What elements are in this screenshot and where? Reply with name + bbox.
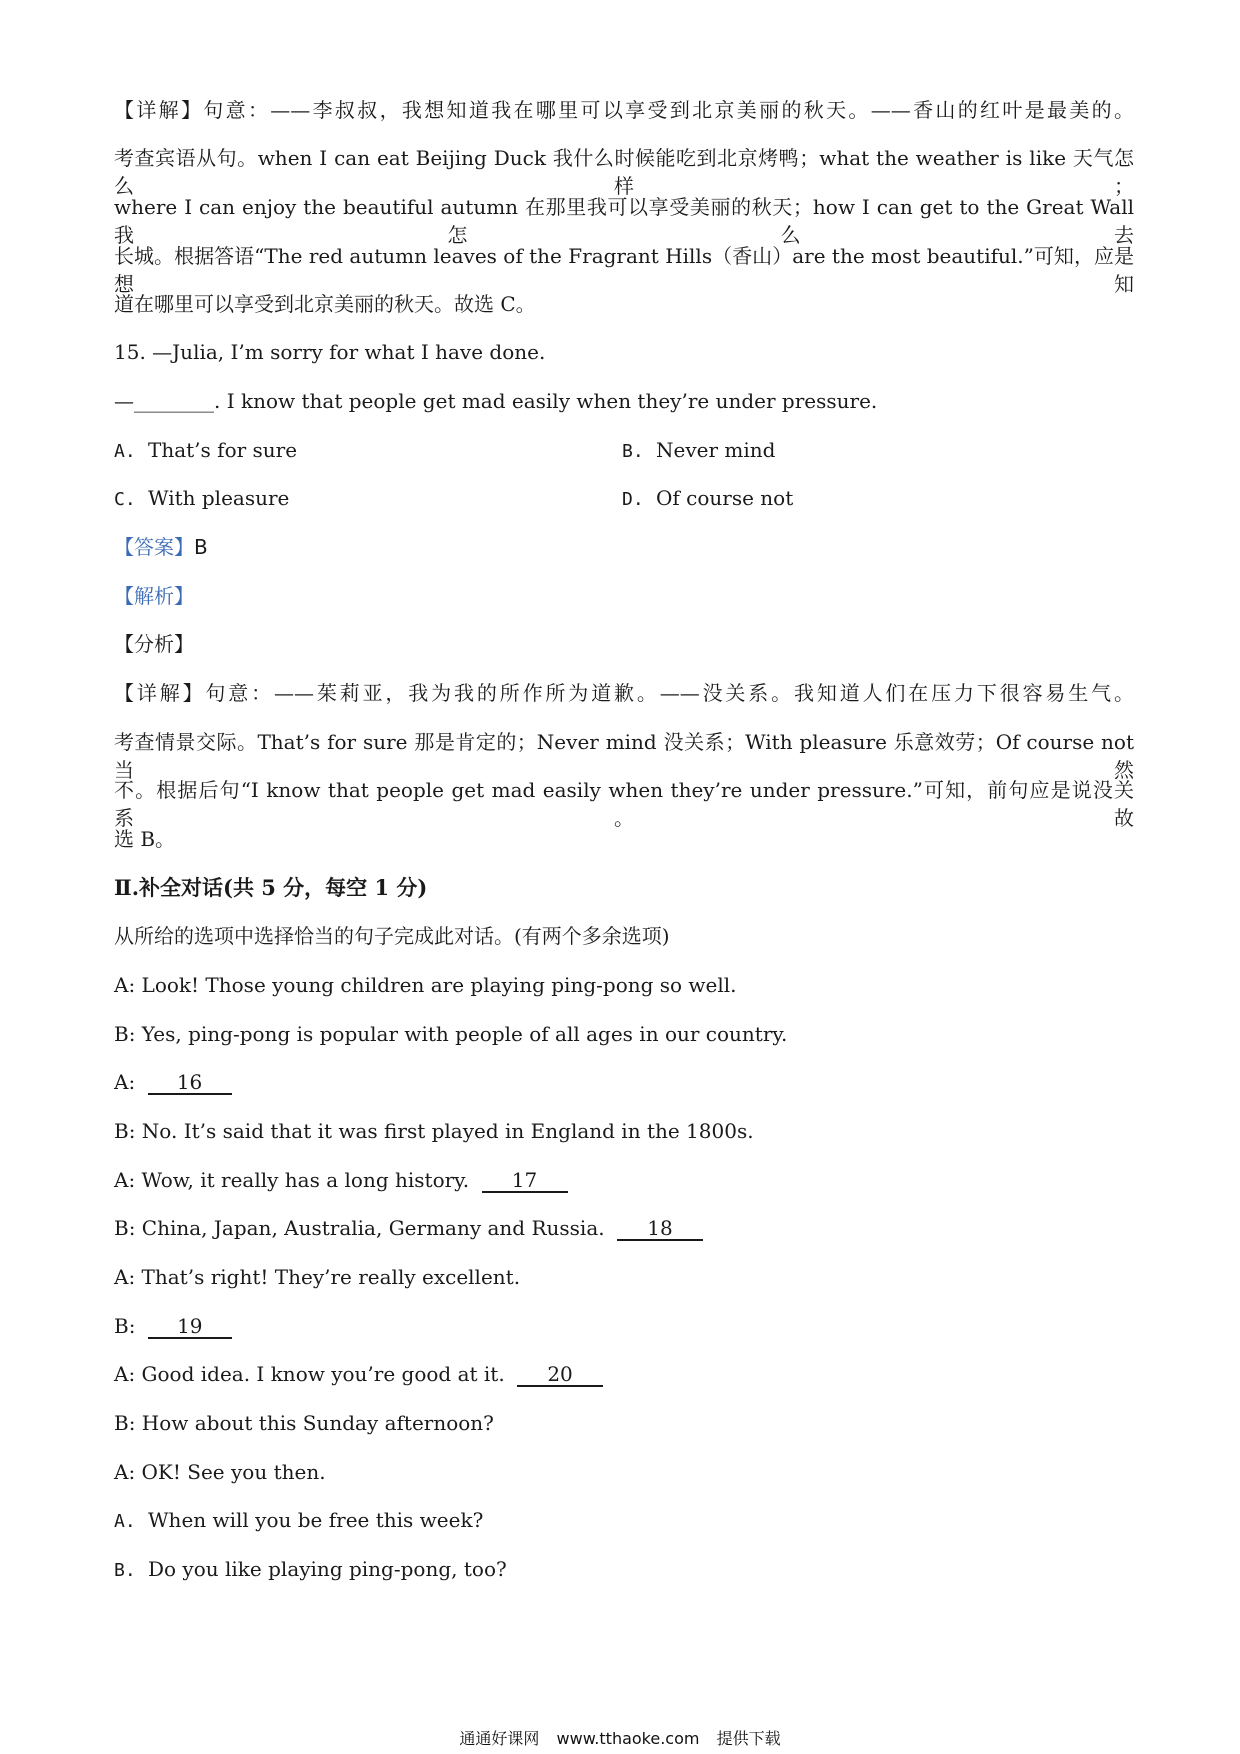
answer-label: 【答案】 (114, 535, 194, 559)
dialogue-line (114, 1312, 232, 1340)
q14-detail-line: 长城。根据答语“The red autumn leaves of the Fragrant Hills（香山）are the most beautiful.”可知，应是想知 (114, 244, 1134, 296)
option-text: That’s for sure (148, 438, 298, 462)
q15-detail-line: 不。根据后句“I know that people get mad easily when they’re under pressure.”可知，前句应是说没关系。故 (114, 778, 1134, 830)
q15-jiexi-label: 【解析】 (114, 584, 194, 608)
footer-site-name: 通通好课网 (459, 1729, 540, 1748)
q15-fenxi-label: 【分析】 (114, 632, 194, 656)
reply-blank: ________ (134, 389, 214, 413)
answer-value: B (194, 535, 208, 559)
option-key: C. (114, 489, 136, 510)
choice-text: Do you like playing ping-pong, too? (148, 1557, 507, 1581)
option-text: Of course not (656, 486, 794, 510)
q14-detail-line: 考查宾语从句。when I can eat Beijing Duck 我什么时候能吃到北京烤鸭；what the weather is like 天气怎么样； (114, 146, 1134, 198)
footer-tail: 提供下载 (716, 1729, 781, 1748)
dialogue-line (114, 1117, 754, 1145)
answer-blank-17[interactable]: 17 (482, 1169, 568, 1193)
dialogue-line (114, 1263, 520, 1291)
dialogue-line (114, 1214, 703, 1242)
page-footer (0, 1726, 1240, 1749)
answer-blank-19[interactable]: 19 (148, 1315, 232, 1339)
q15-reply (114, 387, 877, 415)
q14-detail-line: 道在哪里可以享受到北京美丽的秋天。故选 C。 (114, 292, 536, 316)
q15-option-a (114, 436, 297, 466)
q15-detail-line: 选 B。 (114, 827, 176, 851)
dialogue-line (114, 1020, 787, 1048)
q15-option-d (622, 484, 793, 514)
dialogue-text: B: China, Japan, Australia, Germany and Russia. (114, 1216, 611, 1240)
q15-option-b (622, 436, 775, 466)
choice-key: A. (114, 1511, 136, 1532)
q15-answer (114, 533, 208, 561)
dialogue-text: B: (114, 1314, 142, 1338)
option-text: With pleasure (148, 486, 290, 510)
q14-detail-line: 【详解】句意：——李叔叔，我想知道我在哪里可以享受到北京美丽的秋天。——香山的红叶是最美的。 (114, 98, 1134, 122)
section-instruction: 从所给的选项中选择恰当的句子完成此对话。(有两个多余选项) (114, 924, 670, 948)
dialogue-text: A: Look! Those young children are playing ping-pong so well. (114, 973, 737, 997)
answer-blank-18[interactable]: 18 (617, 1217, 703, 1241)
option-key: D. (622, 489, 644, 510)
section-heading: Ⅱ.补全对话(共 5 分，每空 1 分) (114, 875, 428, 900)
dialogue-line (114, 1409, 494, 1437)
dialogue-line (114, 1458, 326, 1486)
dialogue-text: B: How about this Sunday afternoon? (114, 1411, 494, 1435)
dialogue-text: B: Yes, ping-pong is popular with people of all ages in our country. (114, 1022, 788, 1046)
choice-b (114, 1555, 507, 1585)
answer-blank-20[interactable]: 20 (517, 1363, 603, 1387)
dialogue-line (114, 1068, 232, 1096)
dialogue-line (114, 1166, 568, 1194)
dialogue-text: A: Wow, it really has a long history. (114, 1168, 476, 1192)
dialogue-text: B: No. It’s said that it was first played in England in the 1800s. (114, 1119, 754, 1143)
dialogue-text: A: Good idea. I know you’re good at it. (114, 1362, 512, 1386)
q15-detail-line: 【详解】句意：——茱莉亚，我为我的所作所为道歉。——没关系。我知道人们在压力下很容易生气。 (114, 681, 1134, 705)
reply-text: . I know that people get mad easily when they’re under pressure. (214, 389, 878, 413)
dialogue-text: A: OK! See you then. (114, 1460, 326, 1484)
option-key: B. (622, 441, 644, 462)
dialogue-text: A: That’s right! They’re really excellent. (114, 1265, 521, 1289)
q15-detail-line: 考查情景交际。That’s for sure 那是肯定的；Never mind 没关系；With pleasure 乐意效劳；Of course not 当然 (114, 730, 1134, 782)
reply-dash: — (114, 389, 134, 413)
answer-blank-16[interactable]: 16 (148, 1071, 232, 1095)
option-key: A. (114, 441, 136, 462)
dialogue-line (114, 1360, 603, 1388)
dialogue-line (114, 971, 737, 999)
q15-prompt: 15. —Julia, I’m sorry for what I have done. (114, 340, 546, 364)
choice-text: When will you be free this week? (148, 1508, 484, 1532)
choice-key: B. (114, 1560, 136, 1581)
q14-detail-line: where I can enjoy the beautiful autumn 在那里我可以享受美丽的秋天；how I can get to the Great Wall 我怎么去 (114, 195, 1134, 247)
footer-url[interactable]: www.tthaoke.com (556, 1729, 700, 1748)
q15-option-c (114, 484, 289, 514)
dialogue-text: A: (114, 1070, 142, 1094)
option-text: Never mind (656, 438, 776, 462)
choice-a (114, 1506, 483, 1536)
